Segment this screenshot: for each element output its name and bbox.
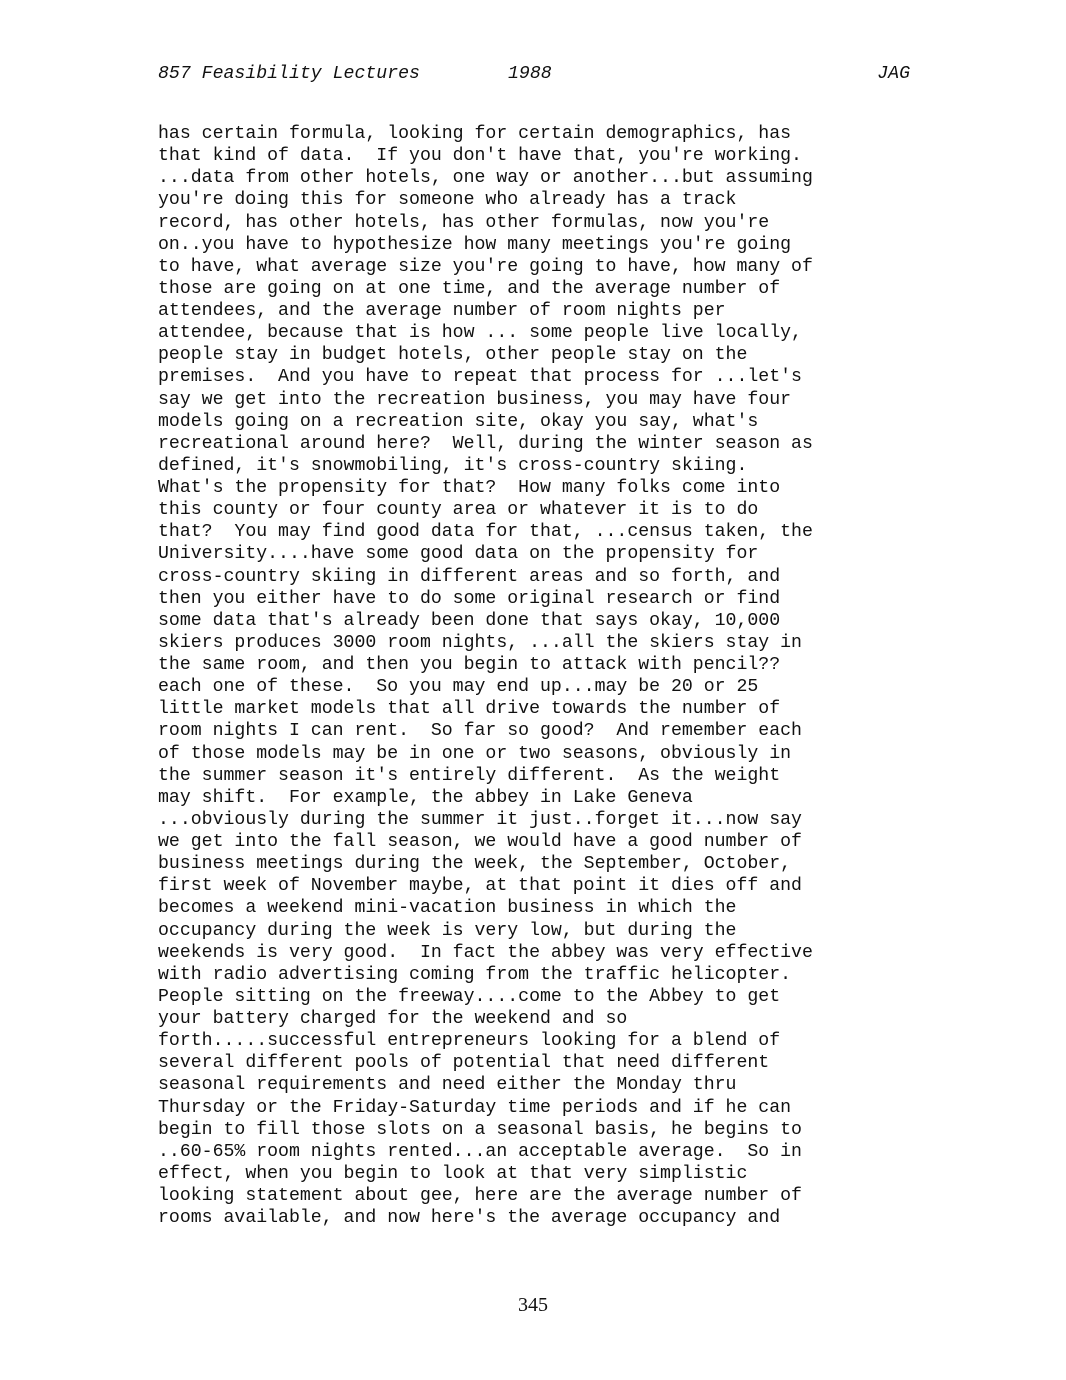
transcript-line: ..60-65% room nights rented...an acceptable average. So in — [158, 1141, 802, 1162]
transcript-line: on..you have to hypothesize how many meetings you're going — [158, 234, 792, 255]
transcript-line: defined, it's snowmobiling, it's cross-country skiing. — [158, 455, 748, 476]
transcript-line: the summer season it's entirely different. As the weight — [158, 765, 781, 786]
transcript-line: people stay in budget hotels, other people stay on the — [158, 345, 748, 366]
lecture-transcript-body — [158, 123, 918, 1229]
transcript-line: that kind of data. If you don't have that, you're working. — [158, 146, 802, 167]
transcript-line: business meetings during the week, the September, October, — [158, 854, 792, 875]
transcript-line: cross-country skiing in different areas and so forth, and — [158, 566, 781, 587]
transcript-line: Thursday or the Friday-Saturday time periods and if he can — [158, 1097, 792, 1118]
transcript-line: those are going on at one time, and the average number of — [158, 278, 781, 299]
transcript-line: forth.....successful entrepreneurs looking for a blend of — [158, 1031, 781, 1052]
header-year: 1988 — [508, 64, 552, 84]
transcript-line: ...data from other hotels, one way or another...but assuming — [158, 168, 813, 189]
transcript-line: this county or four county area or whatever it is to do — [158, 500, 759, 521]
transcript-line: your battery charged for the weekend and so — [158, 1009, 628, 1029]
transcript-line: looking statement about gee, here are the average number of — [158, 1186, 802, 1206]
transcript-line: we get into the fall season, we would have a good number of — [158, 832, 802, 852]
transcript-line: the same room, and then you begin to attack with pencil?? — [158, 655, 781, 675]
transcript-line: skiers produces 3000 room nights, ...all the skiers stay in — [158, 632, 802, 653]
transcript-line: each one of these. So you may end up...may be 20 or 25 — [158, 677, 759, 698]
transcript-line: occupancy during the week is very low, but during the — [158, 920, 737, 941]
header-course-title: 857 Feasibility Lectures — [158, 64, 420, 84]
transcript-line: some data that's already been done that says okay, 10,000 — [158, 610, 781, 631]
transcript-line: with radio advertising coming from the traffic helicopter. — [158, 964, 792, 985]
transcript-line: What's the propensity for that? How many folks come into — [158, 478, 781, 498]
transcript-line: say we get into the recreation business, you may have four — [158, 389, 792, 410]
transcript-line: you're doing this for someone who already has a track — [158, 190, 737, 211]
transcript-line: University....have some good data on the propensity for — [158, 544, 759, 565]
transcript-line: ...obviously during the summer it just..forget it...now say — [158, 809, 802, 830]
transcript-line: may shift. For example, the abbey in Lake Geneva — [158, 787, 693, 808]
transcript-line: premises. And you have to repeat that process for ...let's — [158, 367, 802, 388]
transcript-line: then you either have to do some original research or find — [158, 588, 781, 609]
transcript-line: several different pools of potential that need different — [158, 1053, 770, 1074]
transcript-line: little market models that all drive towards the number of — [158, 699, 781, 720]
transcript-line: People sitting on the freeway....come to the Abbey to get — [158, 986, 781, 1007]
transcript-line: that? You may find good data for that, ...census taken, the — [158, 522, 813, 543]
header-author-initials: JAG — [877, 64, 910, 84]
transcript-line: seasonal requirements and need either the Monday thru — [158, 1075, 737, 1096]
transcript-line: recreational around here? Well, during the winter season as — [158, 433, 813, 454]
transcript-line: effect, when you begin to look at that very simplistic — [158, 1163, 748, 1184]
transcript-line: attendee, because that is how ... some people live locally, — [158, 323, 802, 344]
transcript-line: of those models may be in one or two seasons, obviously in — [158, 743, 792, 764]
transcript-line: rooms available, and now here's the average occupancy and — [158, 1208, 781, 1229]
transcript-line: to have, what average size you're going to have, how many of — [158, 256, 813, 277]
transcript-line: begin to fill those slots on a seasonal basis, he begins to — [158, 1119, 802, 1140]
running-header — [158, 62, 910, 86]
page-number: 345 — [518, 1294, 548, 1316]
transcript-line: weekends is very good. In fact the abbey was very effective — [158, 942, 813, 963]
transcript-line: room nights I can rent. So far so good? And remember each — [158, 721, 802, 742]
transcript-line: models going on a recreation site, okay you say, what's — [158, 411, 759, 432]
transcript-line: record, has other hotels, has other formulas, now you're — [158, 212, 770, 233]
transcript-line: has certain formula, looking for certain demographics, has — [158, 124, 792, 144]
transcript-line: attendees, and the average number of room nights per — [158, 301, 726, 321]
transcript-line: becomes a weekend mini-vacation business in which the — [158, 898, 737, 919]
transcript-line: first week of November maybe, at that point it dies off and — [158, 876, 802, 897]
